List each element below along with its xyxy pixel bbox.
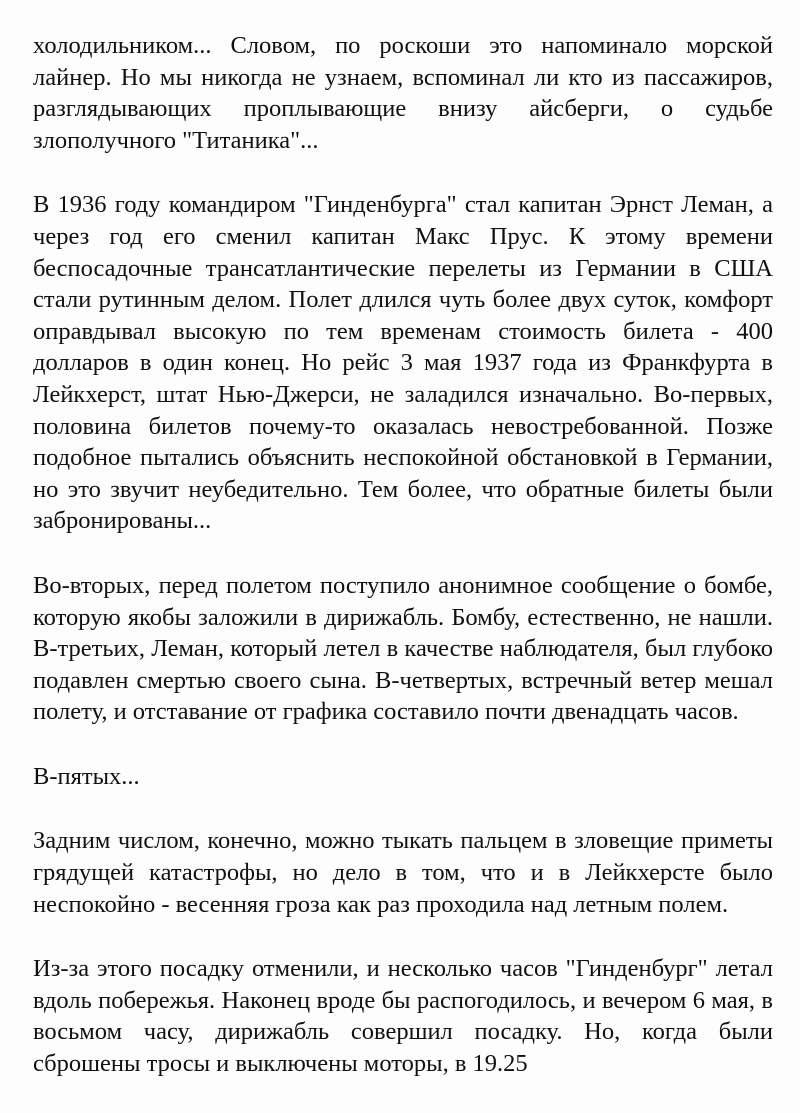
paragraph-4: В-пятых...: [33, 762, 140, 790]
paragraph-2: В 1936 году командиром "Гинденбурга" стал капитан Эрнст Леман, а через год его сменил капитан Макс Прус. К этому времени беспосадочные трансатлантические перелеты из Германии в США стали рутинным делом. Полет длился чуть более двух суток, комфорт оправдывал высокую по тем временам стоимость билета - 400 долларов в один конец. Но рейс 3 мая 1937 года из Франкфурта в Лейкхерст, штат Нью-Джерси, не заладился изначально. Во-первых, половина билетов почему-то оказалась невостребованной. Позже подобное пытались объяснить неспокойной обстановкой в Германии, но это звучит неубедительно. Тем более, что обратные билеты были забронированы...: [33, 191, 773, 535]
paragraph-1: холодильником... Словом, по роскоши это напоминало морской лайнер. Но мы никогда не узнаем, вспоминал ли кто из пассажиров, разглядывающих проплывающие внизу айсберги, о судьбе злополучного "Титаника"...: [33, 32, 773, 154]
paragraph-6: Из-за этого посадку отменили, и несколько часов "Гинденбург" летал вдоль побережья. Наконец вроде бы распогодилось, и вечером 6 мая, в восьмом часу, дирижабль совершил посадку. Но, когда были сброшены тросы и выключены моторы, в 19.25: [33, 955, 773, 1078]
paragraph-3: Во-вторых, перед полетом поступило анонимное сообщение о бомбе, которую якобы заложили в дирижабль. Бомбу, естественно, не нашли. В-третьих, Леман, который летел в качестве наблюдателя, был глубоко подавлен смертью своего сына. В-четвертых, встречный ветер мешал полету, и отставание от графика составило почти двенадцать часов.: [33, 571, 773, 726]
paragraph-5: Задним числом, конечно, можно тыкать пальцем в зловещие приметы грядущей катастрофы, но дело в том, что и в Лейкхерсте было неспокойно - весенняя гроза как раз проходила над летным полем.: [33, 827, 773, 918]
